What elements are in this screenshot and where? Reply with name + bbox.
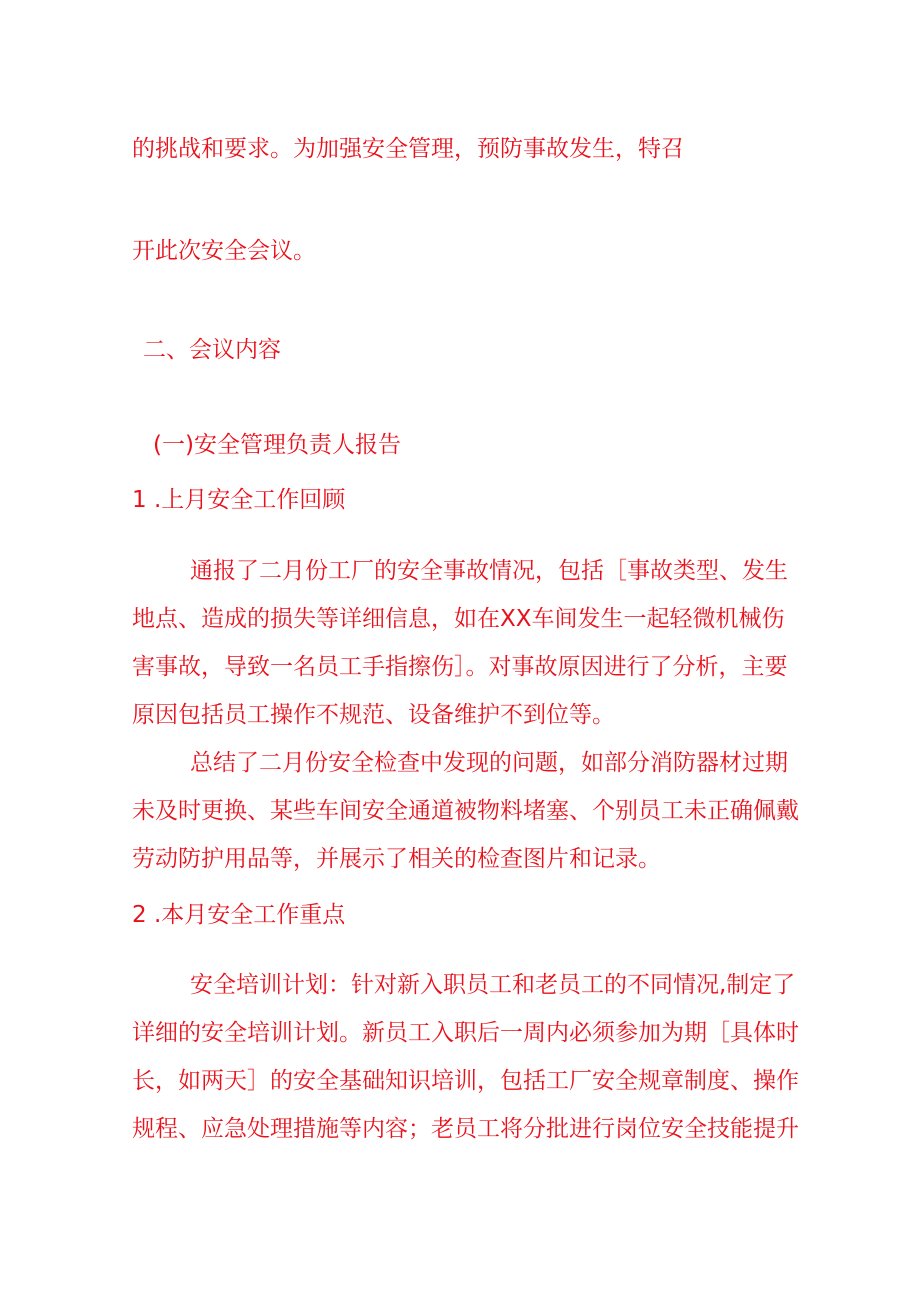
paragraph-line: 劳动防护用品等，并展示了相关的检查图片和记录。 [132, 846, 661, 872]
subsection-heading-safety-report: (一)安全管理负责人报告 [153, 432, 401, 458]
intro-line-2: 开此次安全会议。 [132, 238, 316, 264]
section-heading-meeting-content: 二、会议内容 [143, 337, 281, 363]
item-heading-last-month-review: 1 .上月安全工作回顾 [132, 487, 346, 513]
paragraph-line: 安全培训计划：针对新入职员工和老员工的不同情况,制定了 [190, 972, 796, 998]
intro-line-1: 的挑战和要求。为加强安全管理，预防事故发生，特召 [132, 136, 684, 162]
paragraph-line: 长，如两天］的安全基础知识培训，包括工厂安全规章制度、操作 [132, 1068, 799, 1094]
paragraph-line: 害事故，导致一名员工手指擦伤］。对事故原因进行了分析，主要 [132, 654, 788, 680]
item-heading-this-month-focus: 2 .本月安全工作重点 [132, 902, 346, 928]
paragraph-line: 详细的安全培训计划。新员工入职后一周内必须参加为期［具体时 [132, 1020, 799, 1046]
paragraph-line: 总结了二月份安全检查中发现的问题，如部分消防器材过期 [190, 750, 788, 776]
paragraph-line: 未及时更换、某些车间安全通道被物料堵塞、个别员工未正确佩戴 [132, 798, 799, 824]
paragraph-line: 通报了二月份工厂的安全事故情况，包括［事故类型、发生 [190, 558, 788, 584]
paragraph-line: 原因包括员工操作不规范、设备维护不到位等。 [132, 702, 615, 728]
paragraph-line: 地点、造成的损失等详细信息，如在XX车间发生一起轻微机械伤 [132, 606, 785, 632]
paragraph-line: 规程、应急处理措施等内容；老员工将分批进行岗位安全技能提升 [132, 1116, 799, 1142]
